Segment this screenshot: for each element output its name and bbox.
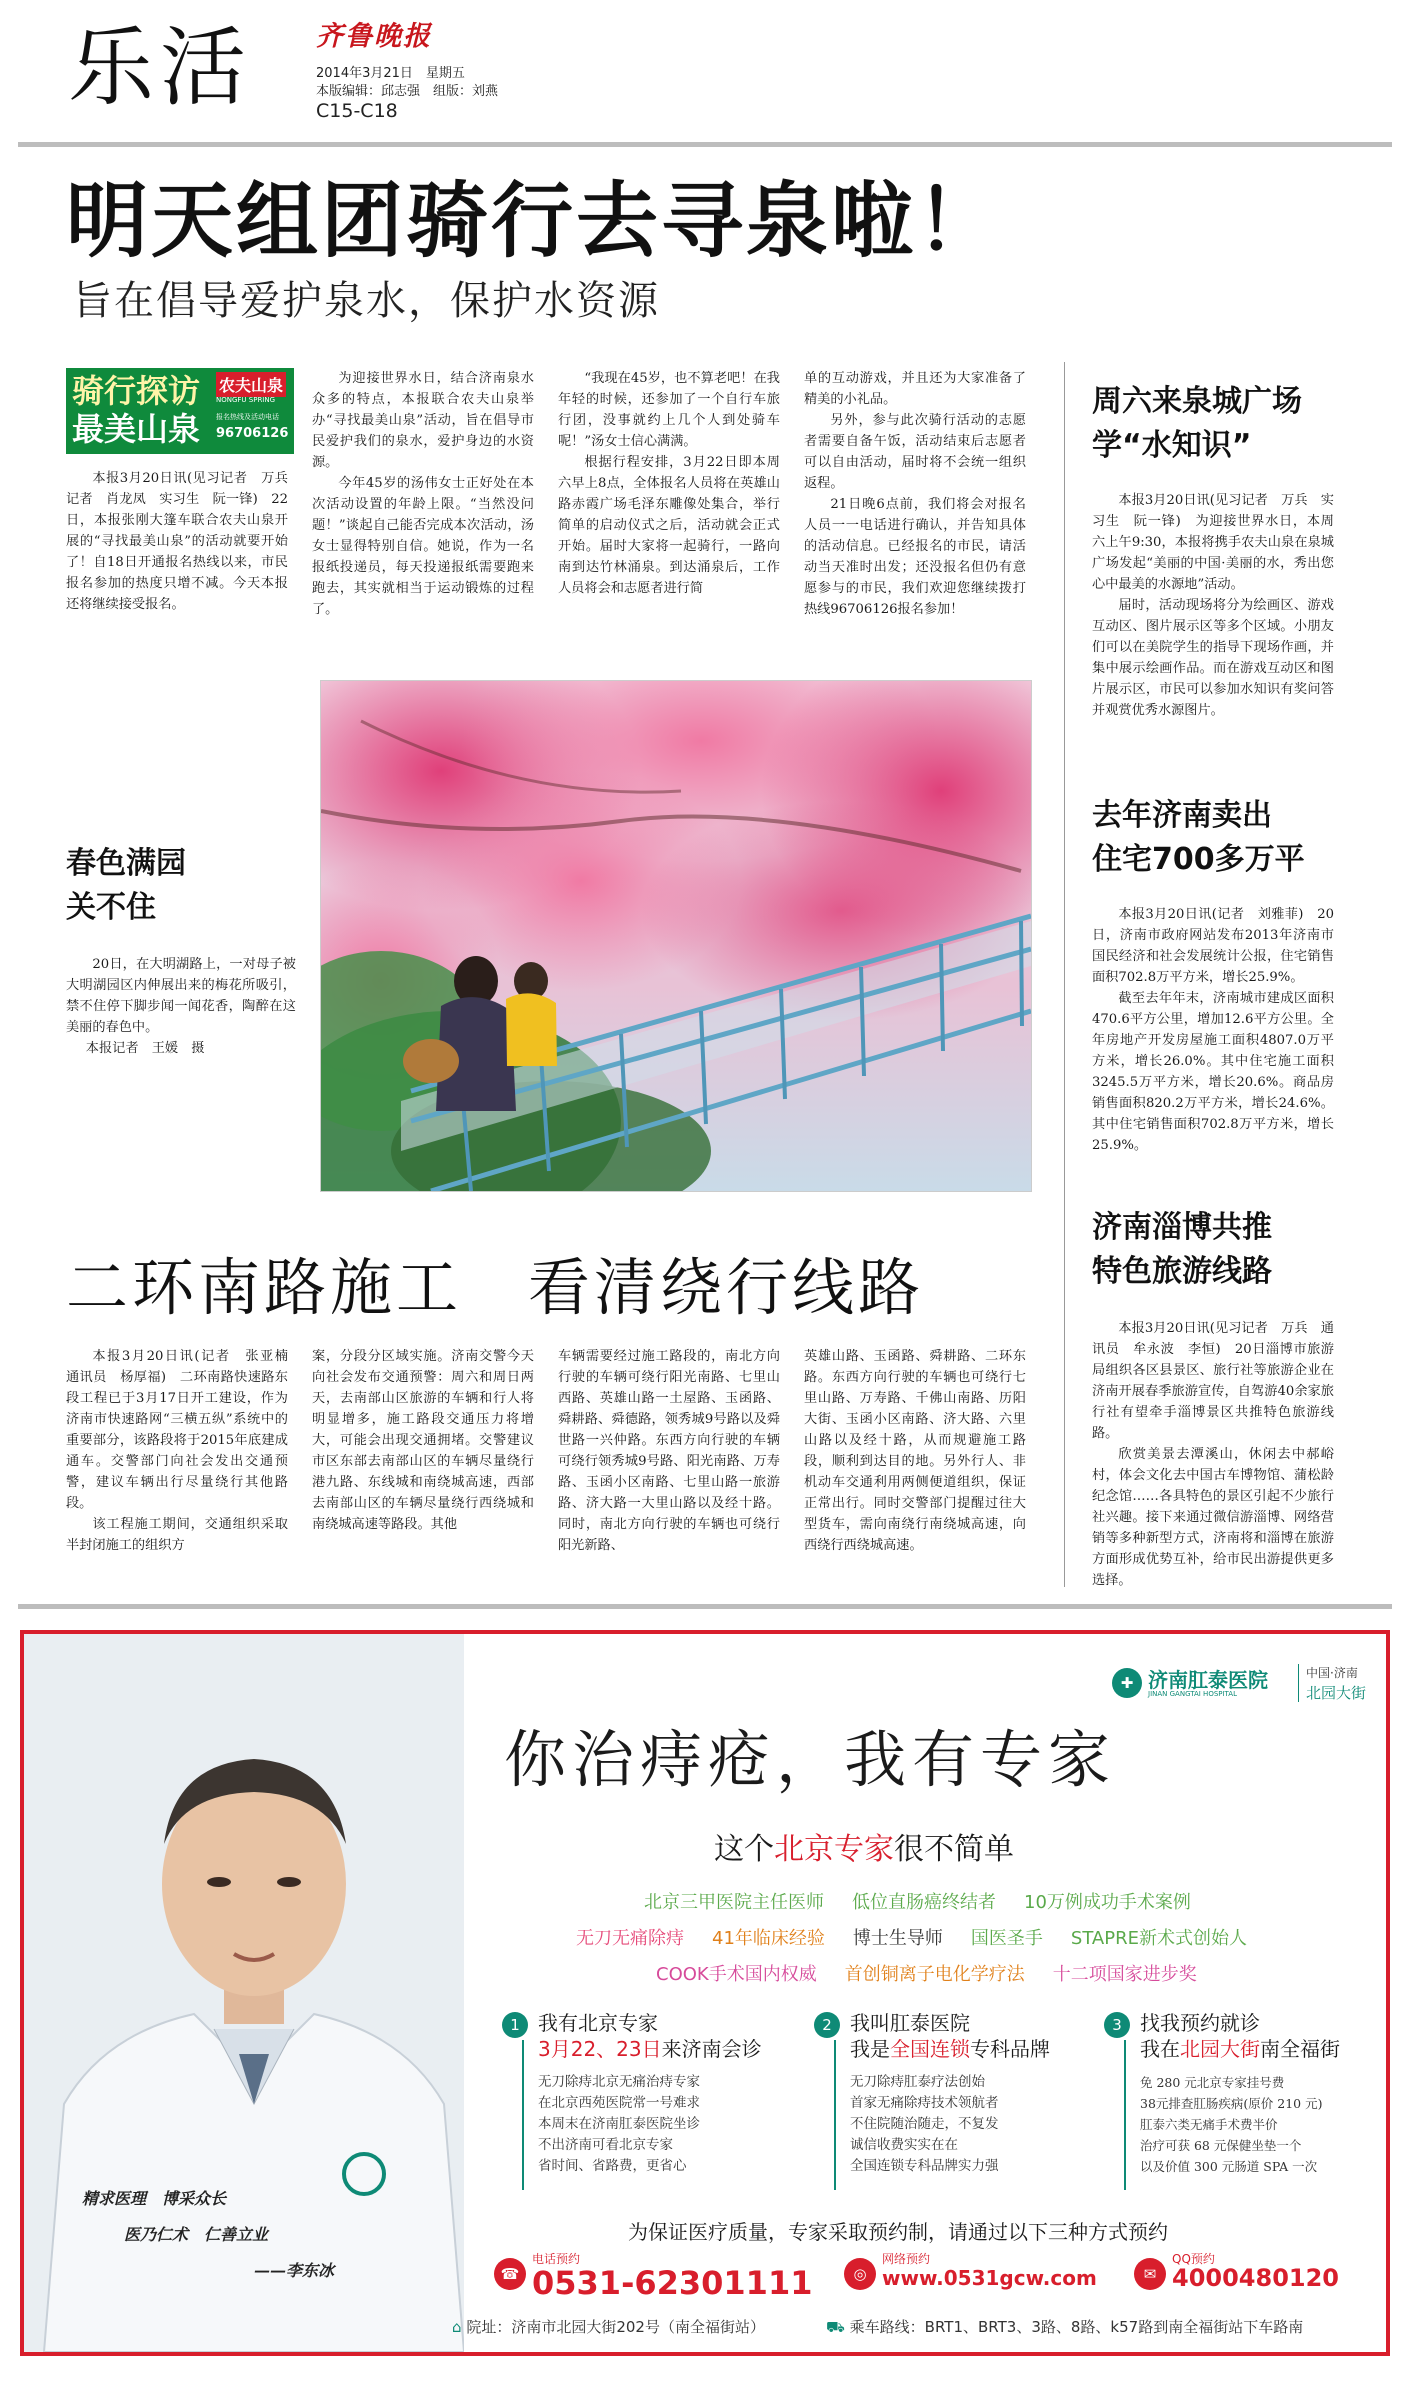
card1-item: 省时间、省路费，更省心 xyxy=(538,2158,687,2174)
campaign-logo xyxy=(66,368,294,454)
road-col3 xyxy=(558,1346,780,1556)
blossom-photo-art xyxy=(321,681,1031,1191)
paper-name: 齐鲁晚报 xyxy=(316,21,432,52)
side1-p2: 届时，活动现场将分为绘画区、游戏互动区、图片展示区等多个区域。小朋友们可以在美院学生的指导下现场作画，并集中展示绘画作品。而在游戏互动区和图片展示区，市民可以参加水知识有奖问答并观赏优秀水源图片。 xyxy=(1092,598,1334,718)
card2-line2-red: 全国连锁 xyxy=(890,2037,970,2061)
logo-phone: 96706126 xyxy=(216,426,289,441)
side1-head-line1: 周六来泉城广场 xyxy=(1092,384,1302,419)
page-editors: 本版编辑：邱志强 组版：刘燕 xyxy=(316,84,499,99)
card1-item: 无刀除痔北京无痛治痔专家 xyxy=(538,2074,700,2090)
ad-card-experts xyxy=(502,2010,802,2200)
ad-tag: 北京三甲医院主任医师 xyxy=(644,1892,824,1913)
photo-caption xyxy=(66,954,296,1059)
card2-rule xyxy=(834,2040,836,2190)
ad-notice: 为保证医疗质量，专家采取预约制，请通过以下三种方式预约 xyxy=(628,2220,1168,2244)
side1-headline xyxy=(1092,380,1382,468)
card3-item: 38元排查肛肠疾病(原价 210 元) xyxy=(1140,2096,1323,2111)
lead-col1 xyxy=(66,468,302,615)
ad-tag: 十二项国家进步奖 xyxy=(1052,1964,1197,1985)
lead-col4-p3: 21日晚6点前，我们将会对报名人员一一电话进行确认，并告知具体的活动信息。已经报名的市民，请活动当天准时出发；还没报名但仍有意愿参与的市民，我们欢迎您继续拨打热线96706126报名参加！ xyxy=(804,497,1026,617)
card2-item: 首家无痛除痔技术领航者 xyxy=(850,2095,999,2111)
ad-tag: STAPRE新术式创始人 xyxy=(1070,1928,1247,1949)
qq-booking[interactable] xyxy=(1134,2250,1374,2300)
hospital-name-en: JINAN GANGTAI HOSPITAL xyxy=(1148,1690,1237,1698)
qq-label: QQ预约 xyxy=(1172,2252,1215,2266)
card1-line2 xyxy=(538,2036,762,2062)
card3-item: 免 280 元北京专家挂号费 xyxy=(1140,2075,1285,2090)
logo-sponsor: 农夫山泉 xyxy=(216,372,286,397)
address-text: 济南市北园大街202号（南全福街站） xyxy=(511,2318,765,2336)
lead-col1-p: 本报3月20日讯(见习记者 万兵 记者 肖龙凤 实习生 阮一锋) 22日，本报张刚大篷车联合农夫山泉开展的“寻找最美山泉”的活动就要开始了！自18日开通报名热线以来，市民报名参加的热度只增不减。今天本报还将继续接受报名。 xyxy=(66,471,302,612)
hospital-logo xyxy=(1112,1662,1367,1706)
card1-line2-post: 来济南会诊 xyxy=(661,2037,762,2061)
web-url: www.0531gcw.com xyxy=(882,2266,1097,2290)
web-booking[interactable] xyxy=(844,2250,1124,2300)
hospital-name: 济南肛泰医院 xyxy=(1148,1668,1268,1692)
card2-list xyxy=(850,2072,999,2177)
ad-card-booking xyxy=(1104,2010,1384,2200)
issue-date: 2014年3月21日 星期五 xyxy=(316,66,465,81)
card1-item: 在北京西苑医院常一号难求 xyxy=(538,2095,700,2111)
side2-p1: 本报3月20日讯(记者 刘雅菲) 20日，济南市政府网站发布2013年济南市国民经济和社会发展统计公报，住宅销售面积702.8万平方米，增长25.9%。 xyxy=(1092,907,1334,985)
lead-col4-p2: 另外，参与此次骑行活动的志愿者需要自备午饭，活动结束后志愿者可以自由活动，届时将不会统一组织返程。 xyxy=(804,413,1026,491)
ad-tag: 无刀无痛除痔 xyxy=(576,1928,684,1949)
ad-card-brand xyxy=(814,2010,1094,2200)
card3-line2-post: 南全福街 xyxy=(1260,2037,1340,2061)
ad-subtitle-post: 很不简单 xyxy=(894,1832,1014,1867)
ad-tag: 10万例成功手术案例 xyxy=(1024,1892,1191,1913)
ad-tag: 博士生导师 xyxy=(852,1928,943,1949)
globe-icon: ◎ xyxy=(844,2258,876,2290)
phone-label: 电话预约 xyxy=(532,2252,581,2266)
hospital-emblem-icon: ✚ xyxy=(1112,1668,1142,1698)
card2-line2-post: 专科品牌 xyxy=(970,2037,1050,2061)
web-label: 网络预约 xyxy=(882,2252,931,2266)
ad-tags-row3 xyxy=(642,1960,1211,1986)
side1-body xyxy=(1092,490,1334,721)
booking-icon: 3 xyxy=(1104,2012,1130,2038)
calligraphy-line2: 医乃仁术 仁善立业 xyxy=(124,2225,269,2244)
road-col4-p: 英雄山路、玉函路、舜耕路、二环东路。东西方向行驶的车辆也可绕行七里山路、万寿路、千佛山南路、历阳大街、玉函小区南路、济大路、六里山路以及经十路，从而规避施工路段，顺利到达目的地。另外行人、非机动车交通利用两侧便道组织，保证正常出行。同时交警部门提醒过往大型货车，需向南绕行南绕城高速，向西绕行西绕城高速。 xyxy=(804,1349,1026,1553)
card3-line2 xyxy=(1140,2036,1340,2062)
lead-col4-p1: 单的互动游戏，并且还为大家准备了精美的小礼品。 xyxy=(804,371,1026,407)
lead-col4 xyxy=(804,368,1026,620)
logo-line2: 最美山泉 xyxy=(72,410,201,448)
masthead-divider xyxy=(18,142,1392,147)
card1-line2-red: 3月22、23日 xyxy=(538,2037,662,2061)
ad-tags-row2 xyxy=(562,1924,1261,1950)
card1-item: 不出济南可看北京专家 xyxy=(538,2137,673,2153)
qq-number: 4000480120 xyxy=(1172,2264,1339,2292)
side3-p2: 欣赏美景去潭溪山，休闲去中郝峪村，体会文化去中国古车博物馆、蒲松龄纪念馆……各具特色的景区引起不少旅行社兴趣。接下来通过微信游淄博、网络营销等多种新型方式，济南将和淄博在旅游方面形成优势互补，给市民出游提供更多选择。 xyxy=(1092,1447,1334,1588)
section-title: 乐活 xyxy=(68,18,252,118)
card2-line2 xyxy=(850,2036,1050,2062)
road-col4 xyxy=(804,1346,1026,1556)
lead-subheadline: 旨在倡导爱护泉水，保护水资源 xyxy=(72,278,660,324)
ad-tag: 首创铜离子电化学疗法 xyxy=(844,1964,1025,1985)
card3-line1: 找我预约就诊 xyxy=(1140,2011,1260,2035)
photo-title-line2: 关不住 xyxy=(66,890,156,925)
card2-item: 不住院随治随走，不复发 xyxy=(850,2116,999,2132)
ad-bus xyxy=(826,2316,1303,2338)
side3-headline xyxy=(1092,1206,1382,1294)
lead-col2-p2: 今年45岁的汤伟女士正好处在本次活动设置的年龄上限。“当然没问题！”谈起自己能否完成本次活动，汤女士显得特别自信。她说，作为一名报纸投递员，每天投递报纸需要跑来跑去，其实就相当于运动锻炼的过程了。 xyxy=(312,476,534,617)
expert-icon: 1 xyxy=(502,2012,528,2038)
road-col1-p1: 本报3月20日讯(记者 张亚楠 通讯员 杨厚福) 二环南路快速路东段工程已于3月17日开工建设，作为济南市快速路网“三横五纵”系统中的重要部分，该路段将于2015年底建成通车。交警部门向社会发出交通预警，建议车辆出行尽量绕行其他路段。 xyxy=(66,1349,302,1511)
lead-col3-p2: 根据行程安排，3月22日即本周六早上8点，全体报名人员将在英雄山路赤霞广场毛泽东雕像处集合，举行简单的启动仪式之后，活动就会正式开始。届时大家将一起骑行，一路向南到达竹林涌泉。到达涌泉后，工作人员将会和志愿者进行简 xyxy=(558,455,780,596)
photo-credit: 本报记者 王媛 摄 xyxy=(85,1041,205,1056)
phone-booking[interactable] xyxy=(494,2250,813,2302)
hospital-ad xyxy=(20,1630,1390,2356)
side3-head-line1: 济南淄博共推 xyxy=(1092,1210,1272,1245)
card1-item: 本周末在济南肛泰医院坐诊 xyxy=(538,2116,700,2132)
road-col3-p: 车辆需要经过施工路段的，南北方向行驶的车辆可绕行阳光南路、七里山西路、英雄山路一土屋路、玉函路、舜耕路、舜德路，领秀城9号路以及舜世路一兴仲路。东西方向行驶的车辆可绕行领秀城9号路、阳光南路、万寿路、玉函小区南路、七里山路一旅游路、济大路一大里山路以及经十路。同时，南北方向行驶的车辆也可绕行阳光新路、 xyxy=(558,1349,780,1553)
card2-line1: 我叫肛泰医院 xyxy=(850,2011,970,2035)
side2-headline xyxy=(1092,794,1382,882)
ad-tag: 国医圣手 xyxy=(970,1928,1043,1949)
card3-line2-pre: 我在 xyxy=(1140,2037,1180,2061)
bus-text: BRT1、BRT3、3路、8路、k57路到南全福街站下车路南 xyxy=(924,2318,1304,2336)
card3-item: 治疗可获 68 元保健坐垫一个 xyxy=(1140,2138,1302,2153)
ad-tag: COOK手术国内权威 xyxy=(656,1964,817,1985)
photo-caption-text: 20日，在大明湖路上，一对母子被大明湖园区内伸展出来的梅花所吸引，禁不住停下脚步闻一闻花香，陶醉在这美丽的春色中。 xyxy=(66,957,296,1035)
side2-body xyxy=(1092,904,1334,1156)
right-column-rule xyxy=(1064,362,1065,1587)
ad-subtitle-red: 北京专家 xyxy=(774,1832,894,1867)
ad-subtitle-pre: 这个 xyxy=(714,1832,774,1867)
card2-item: 诚信收费实实在在 xyxy=(850,2137,958,2153)
card3-rule xyxy=(1124,2040,1126,2190)
side2-p2: 截至去年年末，济南城市建成区面积470.6平方公里，增加12.6平方公里。全年房地产开发房屋施工面积4807.0万平方米，增长26.0%。其中住宅施工面积3245.5万平方米，增长20.6%。商品房销售面积820.2万平方米，增长24.6%。其中住宅销售面积702.8万平方米，增长25.9%。 xyxy=(1092,991,1334,1153)
road-col2 xyxy=(312,1346,534,1535)
calligraphy-signature: ——李东冰 xyxy=(254,2261,335,2280)
bus-label: 乘车路线： xyxy=(849,2318,925,2336)
ad-divider xyxy=(18,1604,1392,1609)
phone-number: 0531-62301111 xyxy=(532,2264,813,2302)
road-headline: 二环南路施工 看清绕行线路 xyxy=(66,1251,925,1324)
lead-col3-p1: “我现在45岁，也不算老吧！在我年轻的时候，还参加了一个自行车旅行团，没事就约上几个人到处骑车呢！”汤女士信心满满。 xyxy=(558,371,780,449)
card1-line1: 我有北京专家 xyxy=(538,2011,658,2035)
ad-tag: 低位直肠癌终结者 xyxy=(852,1892,996,1913)
side3-p1: 本报3月20日讯(见习记者 万兵 通讯员 牟永波 李恒) 20日淄博市旅游局组织各区县景区、旅行社等旅游企业在济南开展春季旅游宣传，自驾游40余家旅行社有望牵手淄博景区共推特色旅游线路。 xyxy=(1092,1321,1334,1441)
location-pin-icon: ⌂ xyxy=(452,2318,462,2336)
lead-col2-p1: 为迎接世界水日，结合济南泉水众多的特点，本报联合农夫山泉举办“寻找最美山泉”活动，旨在倡导市民爱护我们的泉水，爱护身边的水资源。 xyxy=(312,371,534,470)
hospital-location-bottom: 北园大街 xyxy=(1306,1684,1367,1702)
ad-tags-row1 xyxy=(630,1888,1205,1914)
logo-phone-label: 报名热线及活动电话 xyxy=(216,413,279,421)
ad-tag: 41年临床经验 xyxy=(712,1928,825,1949)
calligraphy-line1: 精求医理 博采众长 xyxy=(82,2189,227,2208)
card2-item: 无刀除痔肛泰疗法创始 xyxy=(850,2074,985,2090)
road-col2-p: 案，分段分区域实施。济南交警今天向社会发布交通预警：周六和周日两天，去南部山区旅游的车辆和行人将明显增多，施工路段交通压力将增大，可能会出现交通拥堵。交警建议市区东部去南部山区的车辆尽量绕行港九路、东线城和南绕城高速，西部去南部山区的车辆尽量绕行西绕城和南绕城高速等路段。其他 xyxy=(312,1349,534,1532)
card1-list xyxy=(538,2072,700,2177)
side3-head-line2: 特色旅游线路 xyxy=(1092,1254,1272,1289)
card2-item: 全国连锁专科品牌实力强 xyxy=(850,2158,999,2174)
road-col1-p2: 该工程施工期间，交通组织采取半封闭施工的组织方 xyxy=(66,1517,288,1553)
brand-icon: 2 xyxy=(814,2012,840,2038)
card3-item: 肛泰六类无痛手术费半价 xyxy=(1140,2117,1278,2132)
logo-sponsor-en: NONGFU SPRING xyxy=(216,396,276,404)
photo-title-line1: 春色满园 xyxy=(66,846,186,881)
road-col1 xyxy=(66,1346,302,1556)
side3-body xyxy=(1092,1318,1334,1591)
side2-head-line2: 住宅700多万平 xyxy=(1092,842,1305,877)
card3-list xyxy=(1140,2072,1322,2177)
photo-title xyxy=(66,842,266,930)
lead-headline: 明天组团骑行去寻泉啦！ xyxy=(66,174,1002,269)
hospital-location-top: 中国·济南 xyxy=(1306,1666,1358,1680)
bus-icon: ⛟ xyxy=(826,2318,845,2336)
side1-p1: 本报3月20日讯(见习记者 万兵 实习生 阮一锋) 为迎接世界水日，本周六上午9:30，本报将携手农夫山泉在泉城广场发起“美丽的中国·美丽的水，秀出您心中最美的水源地”活动。 xyxy=(1092,493,1334,592)
card3-line2-red: 北园大街 xyxy=(1180,2037,1260,2061)
side1-head-line2: 学“水知识” xyxy=(1092,428,1252,463)
card3-item: 以及价值 300 元肠道 SPA 一次 xyxy=(1140,2159,1318,2174)
logo-line1: 骑行探访 xyxy=(72,372,201,410)
lead-col2 xyxy=(312,368,534,620)
ad-slogan: 你治痔疮，我有专家 xyxy=(504,1723,1117,1796)
card2-line2-pre: 我是 xyxy=(850,2037,890,2061)
ad-address xyxy=(452,2316,765,2337)
lead-col3 xyxy=(558,368,780,599)
phone-icon: ☎ xyxy=(494,2258,526,2290)
qq-icon: ✉ xyxy=(1134,2258,1166,2290)
page-range: C15-C18 xyxy=(316,100,398,122)
blossom-photo xyxy=(320,680,1032,1192)
card1-rule xyxy=(522,2040,524,2190)
ad-subtitle xyxy=(714,1824,1014,1868)
address-label: 院址： xyxy=(466,2318,512,2336)
hospital-logo-divider xyxy=(1298,1664,1299,1702)
side2-head-line1: 去年济南卖出 xyxy=(1092,798,1272,833)
